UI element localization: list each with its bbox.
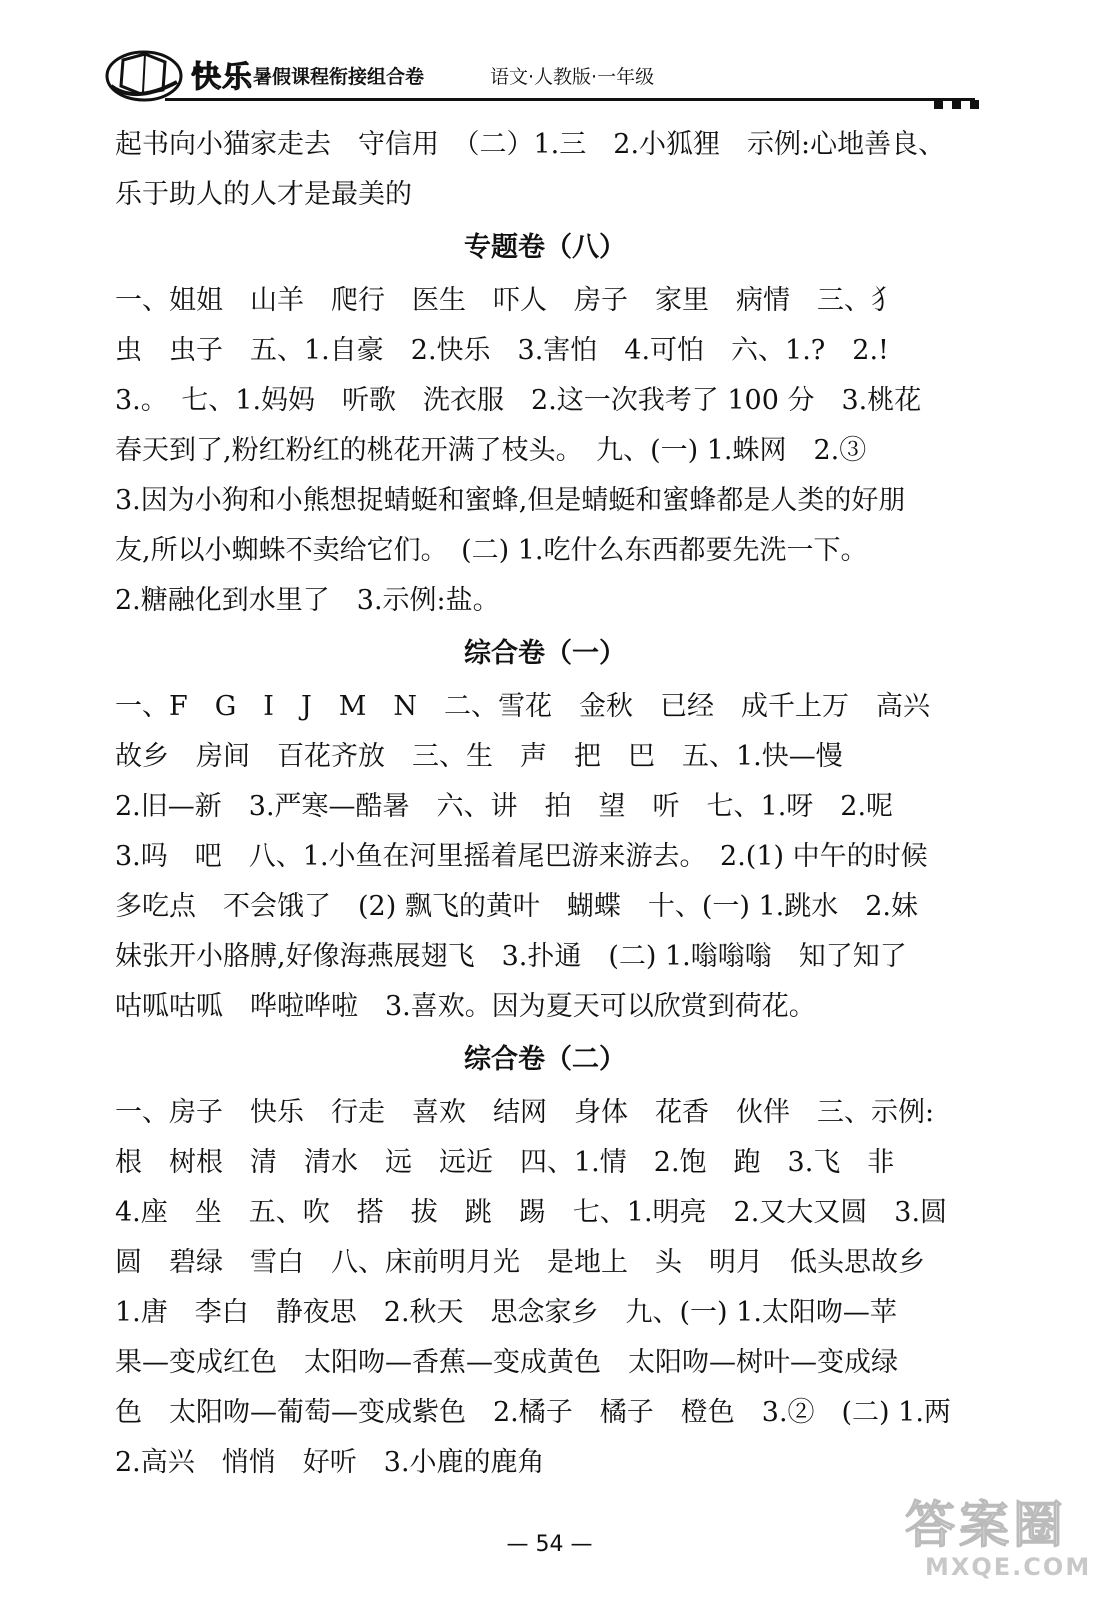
text-line: 多吃点 不会饿了 (2) 飘飞的黄叶 蝴蝶 十、(一) 1.跳水 2.妹 — [115, 891, 918, 922]
text-line: 4.座 坐 五、吹 搭 拔 跳 踢 七、1.明亮 2.又大又圆 3.圆 — [115, 1197, 948, 1228]
subject-label: 语文·人教版·一年级 — [490, 66, 655, 88]
watermark-url: MXQE.COM — [925, 1553, 1092, 1581]
text-line: 3.吗 吧 八、1.小鱼在河里摇着尾巴游来游去。 2.(1) 中午的时候 — [115, 841, 928, 872]
text-line: 春天到了,粉红粉红的桃花开满了枝头。 九、(一) 1.蛛网 2.③ — [115, 435, 867, 466]
text-line: 2.高兴 悄悄 好听 3.小鹿的鹿角 — [115, 1447, 545, 1478]
text-line: 3.。 七、1.妈妈 听歌 洗衣服 2.这一次我考了 100 分 3.桃花 — [115, 385, 922, 416]
text-line: 起书向小猫家走去 守信用 （二）1.三 2.小狐狸 示例:心地善良、 — [115, 129, 946, 160]
text-line: 根 树根 清 清水 远 远近 四、1.情 2.饱 跑 3.飞 非 — [115, 1147, 895, 1178]
header-rule — [165, 98, 975, 101]
text-line: 乐于助人的人才是最美的 — [115, 179, 412, 210]
watermark-text: 答案圈 — [905, 1496, 1067, 1554]
section-zonghe-2 — [115, 1032, 1015, 1488]
section-title: 专题卷（八） — [464, 232, 626, 263]
text-line: 一、F G I J M N 二、雪花 金秋 已经 成千上万 高兴 — [115, 691, 931, 722]
text-line: 色 太阳吻—葡萄—变成紫色 2.橘子 橘子 橙色 3.② (二) 1.两 — [115, 1397, 951, 1428]
page-number: — 54 — — [506, 1532, 593, 1557]
text-line: 1.唐 李白 静夜思 2.秋天 思念家乡 九、(一) 1.太阳吻—苹 — [115, 1297, 897, 1328]
text-line: 2.糖融化到水里了 3.示例:盐。 — [115, 585, 500, 616]
section-continued — [115, 120, 1015, 220]
page-header — [95, 38, 995, 108]
answer-content — [115, 120, 1015, 1488]
book-logo-icon — [105, 46, 183, 102]
text-line: 妹张开小胳膊,好像海燕展翅飞 3.扑通 (二) 1.嗡嗡嗡 知了知了 — [115, 941, 907, 972]
series-title: 暑假课程衔接组合卷 — [253, 66, 425, 88]
text-line: 3.因为小狗和小熊想捉蜻蜓和蜜蜂,但是蜻蜓和蜜蜂都是人类的好朋 — [115, 485, 906, 516]
text-line: 一、姐姐 山羊 爬行 医生 吓人 房子 家里 病情 三、犭 — [115, 285, 898, 316]
text-line: 虫 虫子 五、1.自豪 2.快乐 3.害怕 4.可怕 六、1.? 2.! — [115, 335, 889, 366]
section-zhuanti-8 — [115, 220, 1015, 626]
text-line: 故乡 房间 百花齐放 三、生 声 把 巴 五、1.快—慢 — [115, 741, 843, 772]
text-line: 友,所以小蜘蛛不卖给它们。 (二) 1.吃什么东西都要先洗一下。 — [115, 535, 868, 566]
header-rule-blocks — [925, 94, 979, 113]
text-line: 圆 碧绿 雪白 八、床前明月光 是地上 头 明月 低头思故乡 — [115, 1247, 925, 1278]
text-line: 2.旧—新 3.严寒—酷暑 六、讲 拍 望 听 七、1.呀 2.呢 — [115, 791, 894, 822]
section-zonghe-1 — [115, 626, 1015, 1032]
text-line: 一、房子 快乐 行走 喜欢 结网 身体 花香 伙伴 三、示例: — [115, 1097, 935, 1128]
brand-title: 快乐 — [191, 60, 253, 95]
text-line: 果—变成红色 太阳吻—香蕉—变成黄色 太阳吻—树叶—变成绿 — [115, 1347, 898, 1378]
watermark-logo — [905, 1485, 1092, 1595]
section-title: 综合卷（一） — [464, 638, 626, 669]
text-line: 咕呱咕呱 哗啦哗啦 3.喜欢。因为夏天可以欣赏到荷花。 — [115, 991, 816, 1022]
section-title: 综合卷（二） — [464, 1044, 626, 1075]
